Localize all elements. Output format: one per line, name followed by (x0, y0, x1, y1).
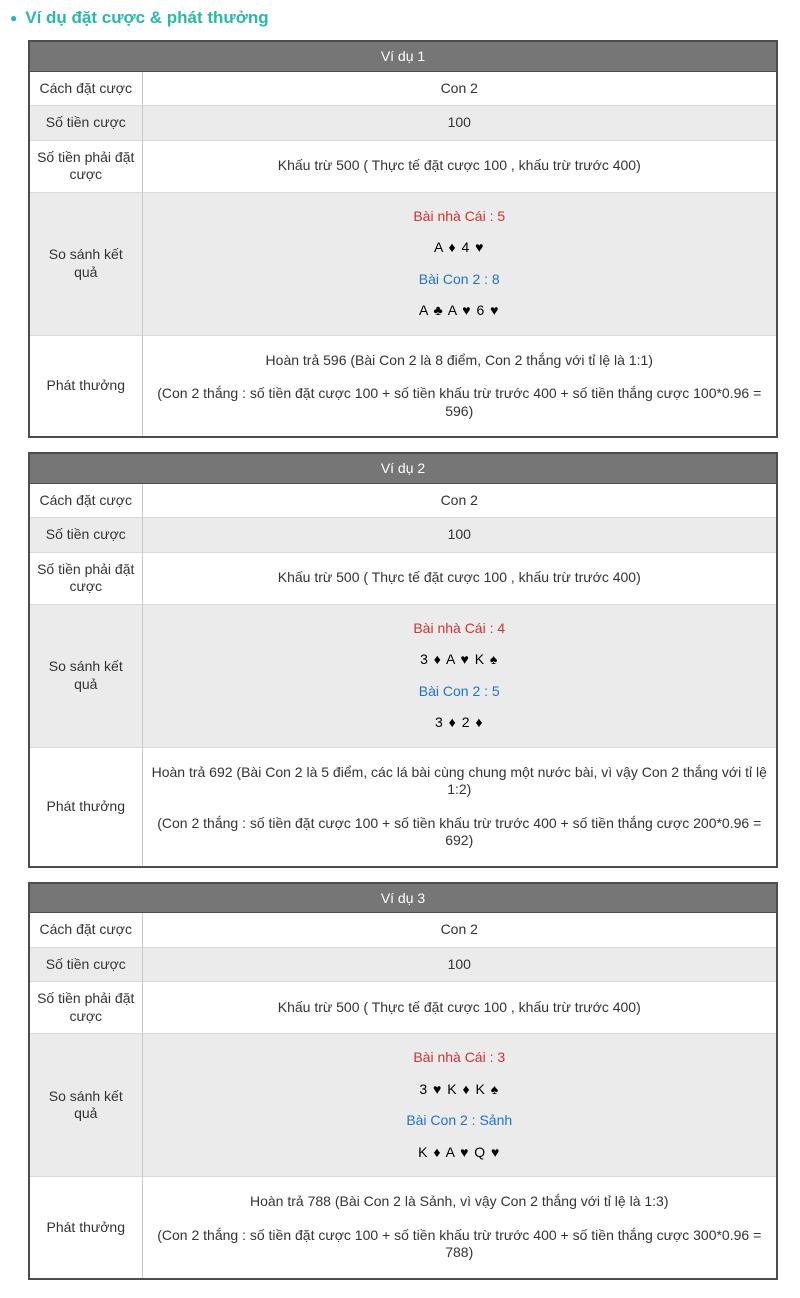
table-row (29, 192, 777, 335)
banker-cards: 3 ♦ A ♥ K ♠ (420, 651, 499, 667)
row-label-payout: Phát thưởng (29, 335, 142, 437)
required-amount-value: Khấu trừ 500 ( Thực tế đặt cược 100 , khấu trừ trước 400) (142, 982, 777, 1034)
table-row (29, 552, 777, 604)
payout-summary: Hoàn trả 788 (Bài Con 2 là Sảnh, vì vậy Con 2 thắng với tỉ lệ là 1:3) (249, 1193, 669, 1209)
payout-summary: Hoàn trả 692 (Bài Con 2 là 5 điểm, các lá bài cùng chung một nước bài, vì vậy Con 2 thắng với tỉ lệ 1:2) (151, 763, 767, 797)
banker-result: Bài nhà Cái : 5 (413, 207, 506, 224)
compare-cell (142, 192, 777, 335)
banker-cards: A ♦ 4 ♥ (434, 239, 485, 255)
table-header-row (29, 41, 777, 71)
table-title: Ví dụ 3 (29, 883, 777, 913)
example-table-3 (28, 882, 778, 1280)
player-result: Bài Con 2 : 8 (418, 270, 500, 287)
row-label-payout: Phát thưởng (29, 1177, 142, 1279)
required-amount-value: Khấu trừ 500 ( Thực tế đặt cược 100 , khấu trừ trước 400) (142, 552, 777, 604)
payout-formula: (Con 2 thắng : số tiền đặt cược 100 + số tiền khấu trừ trước 400 + số tiền thắng cược 100*0.96 = 596) (157, 385, 762, 419)
table-row (29, 1177, 777, 1279)
table-title: Ví dụ 1 (29, 41, 777, 71)
table-row (29, 106, 777, 141)
banker-result: Bài nhà Cái : 3 (413, 1049, 506, 1065)
row-label-bet-amount: Số tiền cược (29, 947, 142, 982)
bet-method-value: Con 2 (440, 921, 478, 937)
row-label-bet-method: Cách đặt cược (29, 71, 142, 106)
table-row (29, 71, 777, 106)
required-amount-value: Khấu trừ 500 ( Thực tế đặt cược 100 , khấu trừ trước 400) (142, 140, 777, 192)
section-title (0, 8, 800, 28)
row-label-required-amount: Số tiền phải đặt cược (29, 552, 142, 604)
player-cards: A ♣ A ♥ 6 ♥ (419, 302, 500, 318)
player-result: Bài Con 2 : 5 (418, 682, 500, 699)
compare-cell (142, 1034, 777, 1177)
table-row (29, 604, 777, 747)
payout-formula: (Con 2 thắng : số tiền đặt cược 100 + số tiền khấu trừ trước 400 + số tiền thắng cược 300*0.96 = 788) (157, 1226, 762, 1260)
bet-method-value: Con 2 (440, 79, 478, 96)
player-cards: 3 ♦ 2 ♦ (434, 714, 484, 730)
bet-method-value: Con 2 (440, 491, 478, 508)
bet-amount-value: 100 (142, 947, 777, 982)
payout-cell (142, 747, 777, 867)
row-label-compare: So sánh kết quả (29, 1034, 142, 1177)
table-row (29, 518, 777, 553)
row-label-compare: So sánh kết quả (29, 604, 142, 747)
row-label-bet-method: Cách đặt cược (29, 913, 142, 948)
section-title-text: Ví dụ đặt cược & phát thưởng (25, 8, 269, 27)
table-row (29, 982, 777, 1034)
row-label-required-amount: Số tiền phải đặt cược (29, 140, 142, 192)
table-header-row (29, 883, 777, 913)
bet-amount-value: 100 (142, 106, 777, 141)
row-label-bet-amount: Số tiền cược (29, 518, 142, 553)
table-row (29, 947, 777, 982)
payout-formula: (Con 2 thắng : số tiền đặt cược 100 + số tiền khấu trừ trước 400 + số tiền thắng cược 200*0.96 = 692) (157, 814, 762, 848)
player-result: Bài Con 2 : Sảnh (406, 1112, 513, 1128)
table-row (29, 483, 777, 518)
payout-cell (142, 335, 777, 437)
row-label-payout: Phát thưởng (29, 747, 142, 867)
table-row (29, 140, 777, 192)
example-table-1 (28, 40, 778, 438)
table-row (29, 913, 777, 948)
table-title: Ví dụ 2 (29, 453, 777, 483)
row-label-compare: So sánh kết quả (29, 192, 142, 335)
payout-summary: Hoàn trả 596 (Bài Con 2 là 8 điểm, Con 2 thắng với tỉ lệ là 1:1) (265, 351, 653, 368)
table-row (29, 747, 777, 867)
banker-cards: 3 ♥ K ♦ K ♠ (419, 1080, 500, 1097)
example-table-2 (28, 452, 778, 868)
row-label-bet-amount: Số tiền cược (29, 106, 142, 141)
bullet-icon: ● (10, 11, 18, 25)
row-label-bet-method: Cách đặt cược (29, 483, 142, 518)
table-row (29, 1034, 777, 1177)
bet-amount-value: 100 (142, 518, 777, 553)
compare-cell (142, 604, 777, 747)
table-row (29, 335, 777, 437)
table-header-row (29, 453, 777, 483)
banker-result: Bài nhà Cái : 4 (413, 619, 506, 636)
player-cards: K ♦ A ♥ Q ♥ (418, 1143, 501, 1160)
row-label-required-amount: Số tiền phải đặt cược (29, 982, 142, 1034)
payout-cell (142, 1177, 777, 1279)
